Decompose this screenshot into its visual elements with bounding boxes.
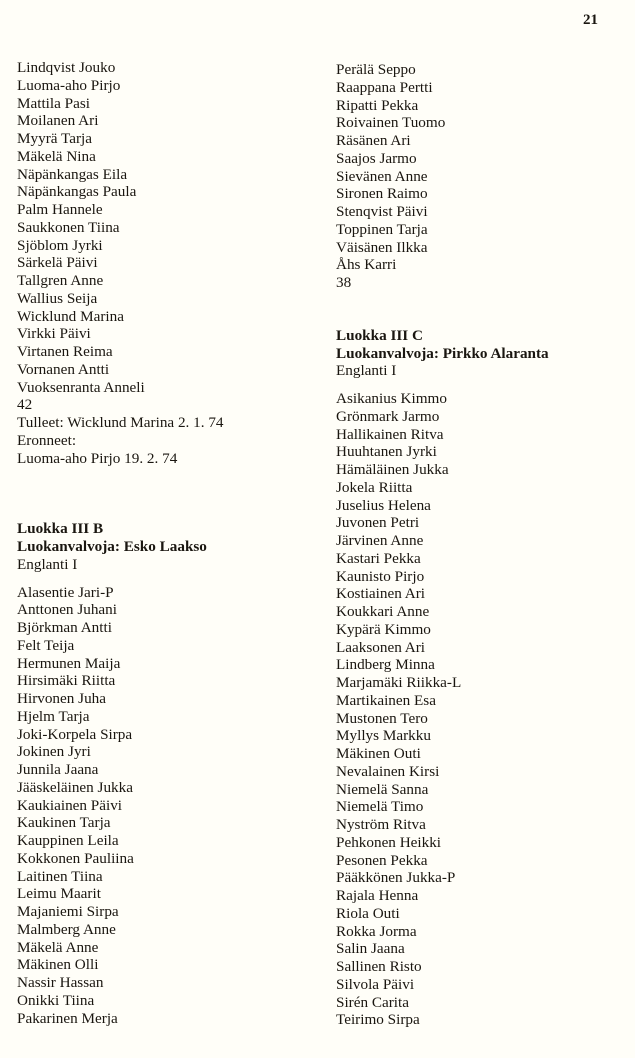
- student-name: Wicklund Marina: [17, 307, 124, 325]
- student-name: Kaukiainen Päivi: [17, 796, 123, 814]
- student-name: Wallius Seija: [17, 289, 98, 307]
- page-number: 21: [583, 12, 598, 28]
- student-name: Mäkinen Olli: [17, 956, 99, 974]
- student-name: Niemelä Sanna: [336, 780, 429, 798]
- student-name: Näpänkangas Eila: [17, 165, 128, 183]
- student-name: Teirimo Sirpa: [336, 1011, 420, 1029]
- right-column: [336, 61, 631, 1029]
- student-name: Kokkonen Pauliina: [17, 849, 134, 867]
- student-name: Mattila Pasi: [17, 94, 90, 112]
- student-name: Toppinen Tarja: [336, 220, 428, 238]
- student-name: Myyrä Tarja: [17, 130, 92, 147]
- student-name: Myllys Markku: [336, 727, 431, 745]
- student-name: Luoma-aho Pirjo: [17, 76, 121, 94]
- student-name: Kastari Pekka: [336, 549, 421, 567]
- student-name: Jokela Riitta: [336, 478, 413, 496]
- student-name: Junnila Jaana: [17, 761, 99, 778]
- student-name: Stenqvist Päivi: [336, 203, 428, 220]
- student-name: Hirsimäki Riitta: [17, 672, 116, 690]
- student-name: Leimu Maarit: [17, 885, 101, 903]
- student-name: Laaksonen Ari: [336, 638, 425, 656]
- student-name: Virtanen Reima: [17, 343, 113, 360]
- class-a-count: 42: [17, 396, 33, 414]
- class-b-teacher: Luokanvalvoja: Esko Laakso: [17, 538, 207, 555]
- student-name: Salin Jaana: [336, 940, 405, 958]
- student-name: Moilanen Ari: [17, 112, 99, 130]
- student-name: Koukkari Anne: [336, 603, 430, 620]
- student-name: Rokka Jorma: [336, 922, 417, 940]
- class-b-language: Englanti I: [17, 555, 78, 573]
- student-name: Raappana Pertti: [336, 78, 433, 96]
- left-label: Eronneet:: [17, 431, 77, 449]
- student-name: Pääkkönen Jukka-P: [336, 869, 456, 887]
- student-name: Mäkelä Anne: [17, 938, 99, 956]
- student-name: Onikki Tiina: [17, 991, 95, 1009]
- left-column: [17, 59, 317, 1027]
- student-name: Nevalainen Kirsi: [336, 762, 440, 780]
- student-name: Saukkonen Tiina: [17, 218, 120, 236]
- student-name: Särkelä Päivi: [17, 254, 98, 272]
- student-name: Sievänen Anne: [336, 167, 428, 185]
- student-name: Niemelä Timo: [336, 798, 424, 816]
- student-name: Felt Teija: [17, 636, 75, 654]
- joined-note: Tulleet: Wicklund Marina 2. 1. 74: [17, 414, 224, 431]
- student-name: Kaunisto Pirjo: [336, 567, 425, 585]
- student-name: Vuoksenranta Anneli: [17, 378, 145, 396]
- student-name: Näpänkangas Paula: [17, 183, 137, 201]
- student-name: Martikainen Esa: [336, 691, 436, 709]
- student-name: Hermunen Maija: [17, 654, 121, 672]
- class-c-language: Englanti I: [336, 362, 397, 380]
- student-name: Majaniemi Sirpa: [17, 903, 119, 920]
- student-name: Räsänen Ari: [336, 132, 411, 149]
- student-name: Hjelm Tarja: [17, 707, 90, 725]
- student-name: Vornanen Antti: [17, 360, 110, 378]
- student-name: Laitinen Tiina: [17, 867, 103, 885]
- student-name: Sallinen Risto: [336, 958, 422, 975]
- student-name: Rajala Henna: [336, 887, 419, 904]
- student-name: Pakarinen Merja: [17, 1009, 118, 1027]
- student-name: Sjöblom Jyrki: [17, 236, 103, 254]
- student-name: Järvinen Anne: [336, 532, 424, 549]
- student-name: Alasentie Jari-P: [17, 583, 114, 601]
- class-c-student-list: [336, 390, 631, 1029]
- student-name: Virkki Päivi: [17, 325, 91, 343]
- student-name: Mäkinen Outi: [336, 745, 421, 762]
- class-c-teacher: Luokanvalvoja: Pirkko Alaranta: [336, 344, 549, 362]
- student-name: Kaukinen Tarja: [17, 814, 111, 832]
- student-name: Jokinen Jyri: [17, 743, 91, 761]
- student-name: Sironen Raimo: [336, 185, 428, 203]
- student-name: Ripatti Pekka: [336, 96, 419, 114]
- student-name: Hirvonen Juha: [17, 690, 106, 707]
- class-b-title: Luokka III B: [17, 520, 104, 538]
- student-name: Mustonen Tero: [336, 709, 428, 727]
- student-name: Riola Outi: [336, 904, 400, 922]
- student-name: Jääskeläinen Jukka: [17, 778, 133, 796]
- student-name: Juvonen Petri: [336, 514, 420, 532]
- student-name: Anttonen Juhani: [17, 601, 117, 619]
- student-name: Malmberg Anne: [17, 920, 116, 938]
- student-name: Saajos Jarmo: [336, 149, 417, 167]
- student-name: Björkman Antti: [17, 619, 112, 636]
- student-name: Palm Hannele: [17, 201, 103, 218]
- student-name: Nyström Ritva: [336, 816, 426, 833]
- student-name: Pehkonen Heikki: [336, 833, 442, 851]
- class-b-count: 38: [336, 274, 352, 291]
- student-name: Kypärä Kimmo: [336, 620, 431, 638]
- student-name: Huuhtanen Jyrki: [336, 443, 437, 461]
- student-name: Marjamäki Riikka-L: [336, 674, 462, 691]
- class-c-title: Luokka III C: [336, 326, 423, 344]
- student-name: Lindberg Minna: [336, 656, 435, 674]
- student-name: Kostiainen Ari: [336, 585, 426, 603]
- student-name: Väisänen Ilkka: [336, 238, 428, 256]
- student-name: Pesonen Pekka: [336, 851, 428, 869]
- class-b-student-list: [17, 584, 317, 1028]
- class-a-student-list: [17, 59, 317, 396]
- student-name: Kauppinen Leila: [17, 832, 119, 849]
- student-name: Lindqvist Jouko: [17, 59, 116, 76]
- student-name: Joki-Korpela Sirpa: [17, 725, 133, 743]
- student-name: Grönmark Jarmo: [336, 407, 440, 425]
- student-name: Mäkelä Nina: [17, 147, 96, 165]
- student-name: Asikanius Kimmo: [336, 390, 447, 407]
- student-name: Nassir Hassan: [17, 974, 104, 991]
- student-name: Perälä Seppo: [336, 61, 416, 78]
- left-entry: Luoma-aho Pirjo 19. 2. 74: [17, 449, 178, 467]
- student-name: Roivainen Tuomo: [336, 114, 446, 132]
- student-name: Hämäläinen Jukka: [336, 461, 449, 478]
- student-name: Sirén Carita: [336, 993, 409, 1011]
- student-name: Tallgren Anne: [17, 272, 104, 289]
- class-b-tail-student-list: [336, 61, 631, 274]
- student-name: Silvola Päivi: [336, 975, 415, 993]
- student-name: Åhs Karri: [336, 256, 397, 274]
- student-name: Juselius Helena: [336, 496, 431, 514]
- student-name: Hallikainen Ritva: [336, 425, 444, 443]
